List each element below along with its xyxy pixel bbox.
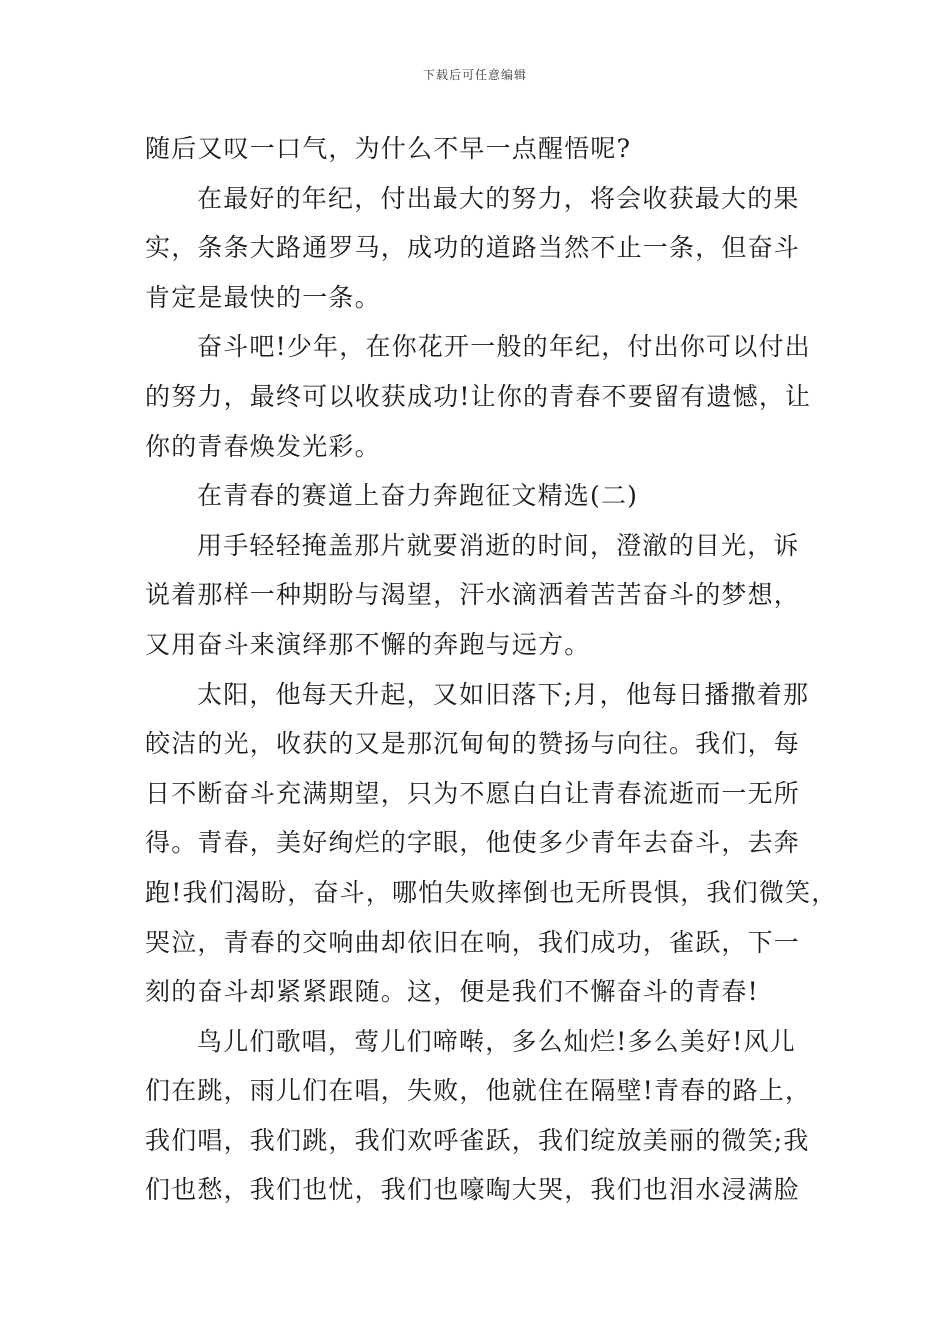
- paragraph-start-line: 鸟儿们歌唱，莺儿们啼啭，多么灿烂!多么美好!风儿: [197, 1026, 796, 1056]
- text-line: 我们唱，我们跳，我们欢呼雀跃，我们绽放美丽的微笑;我: [145, 1125, 810, 1155]
- paragraph-start-line: 在最好的年纪，付出最大的努力，将会收获最大的果: [197, 183, 800, 213]
- text-line: 的努力，最终可以收获成功!让你的青春不要留有遗憾，让: [145, 381, 812, 411]
- text-line: 们在跳，雨儿们在唱，失败，他就住在隔壁!青春的路上，: [145, 1076, 812, 1106]
- text-line: 哭泣，青春的交响曲却依旧在响，我们成功，雀跃，下一: [145, 927, 801, 957]
- text-line: 皎洁的光，收获的又是那沉甸甸的赞扬与向往。我们，每: [145, 729, 801, 759]
- text-line: 刻的奋斗却紧紧跟随。这，便是我们不懈奋斗的青春!: [145, 977, 759, 1007]
- text-line: 你的青春焕发光彩。: [145, 431, 381, 461]
- paragraph-start-line: 太阳，他每天升起，又如旧落下;月，他每日播撒着那: [197, 679, 810, 709]
- text-line: 们也愁，我们也忧，我们也嚎啕大哭，我们也泪水浸满脸: [145, 1175, 801, 1205]
- text-line: 说着那样一种期盼与渴望，汗水滴洒着苦苦奋斗的梦想，: [145, 580, 801, 610]
- page-header-note: 下载后可任意编辑: [422, 68, 527, 82]
- text-line: 又用奋斗来演绎那不懈的奔跑与远方。: [145, 629, 591, 659]
- document-body: [145, 124, 838, 1215]
- paragraph-start-line: 用手轻轻掩盖那片就要消逝的时间，澄澈的目光，诉: [197, 530, 800, 560]
- text-line: 得。青春，美好绚烂的字眼，他使多少青年去奋斗，去奔: [145, 828, 801, 858]
- text-line: 实，条条大路通罗马，成功的道路当然不止一条，但奋斗: [145, 233, 801, 263]
- text-line: 日不断奋斗充满期望，只为不愿白白让青春流逝而一无所: [145, 778, 801, 808]
- text-line: 跑!我们渴盼，奋斗，哪怕失败摔倒也无所畏惧，我们微笑，: [145, 877, 838, 907]
- section-heading: 在青春的赛道上奋力奔跑征文精选(二): [197, 481, 639, 511]
- paragraph-start-line: 奋斗吧!少年，在你花开一般的年纪，付出你可以付出: [197, 332, 811, 362]
- text-line: 随后又叹一口气，为什么不早一点醒悟呢?: [145, 134, 632, 163]
- text-line: 肯定是最快的一条。: [145, 282, 381, 312]
